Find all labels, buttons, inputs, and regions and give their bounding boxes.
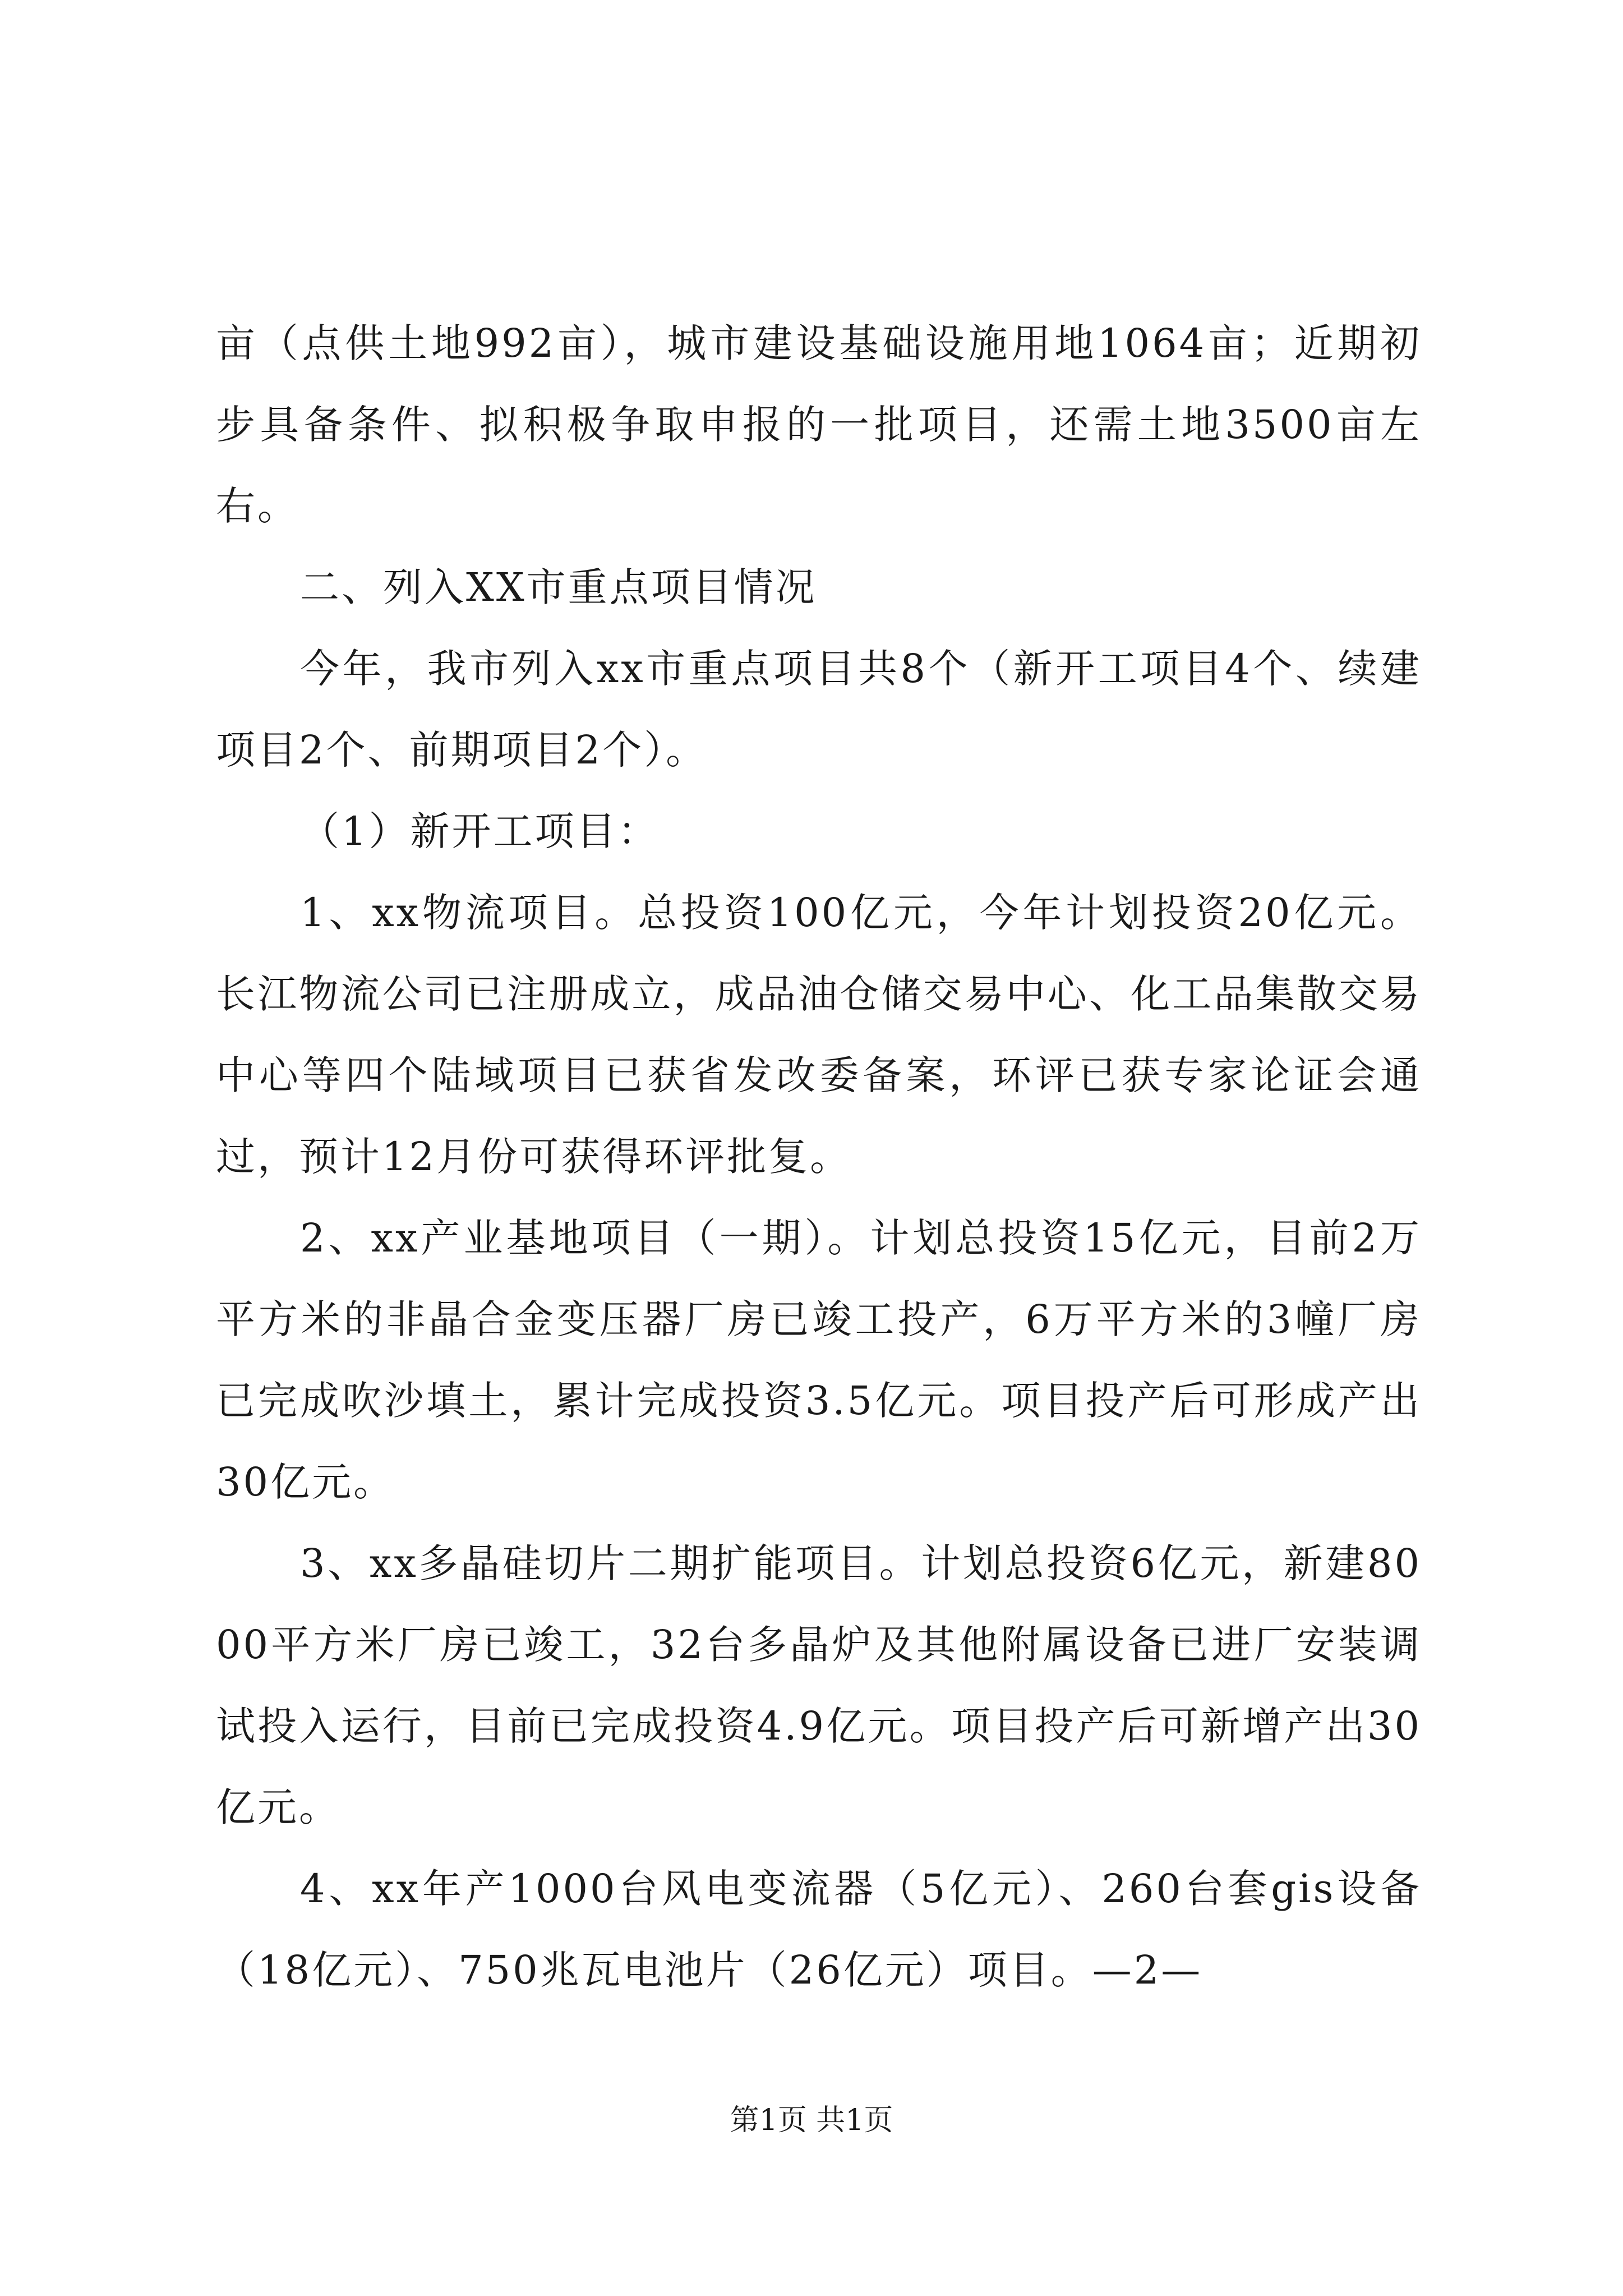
document-body (216, 303, 1422, 2011)
paragraph-project-4: 4、xx年产1000台风电变流器（5亿元）、260台套gis设备（18亿元）、750兆瓦电池片（26亿元）项目。—2— (216, 1866, 1422, 1993)
section-heading-key-projects: 二、列入XX市重点项目情况 (300, 564, 817, 610)
paragraph-project-3: 3、xx多晶硅切片二期扩能项目。计划总投资6亿元，新建8000平方米厂房已竣工，32台多晶炉及其他附属设备已进厂安装调试投入运行，目前已完成投资4.9亿元。项目投产后可新增产出30亿元。 (216, 1540, 1422, 1830)
paragraph-project-2: 2、xx产业基地项目（一期）。计划总投资15亿元，目前2万平方米的非晶合金变压器厂房已竣工投产，6万平方米的3幢厂房已完成吹沙填土，累计完成投资3.5亿元。项目投产后可形成产出30亿元。 (216, 1215, 1422, 1505)
paragraph-project-1: 1、xx物流项目。总投资100亿元，今年计划投资20亿元。长江物流公司已注册成立，成品油仓储交易中心、化工品集散交易中心等四个陆域项目已获省发改委备案，环评已获专家论证会通过，预计12月份可获得环评批复。 (216, 890, 1422, 1180)
paragraph-key-projects-summary: 今年，我市列入xx市重点项目共8个（新开工项目4个、续建项目2个、前期项目2个）。 (216, 646, 1422, 773)
page-number-footer: 第1页 共1页 (730, 2104, 893, 2137)
subheading-new-projects: （1）新开工项目： (300, 808, 660, 854)
paragraph-land-continuation: 亩（点供土地992亩），城市建设基础设施用地1064亩；近期初步具备条件、拟积极争取申报的一批项目，还需土地3500亩左右。 (216, 320, 1422, 529)
